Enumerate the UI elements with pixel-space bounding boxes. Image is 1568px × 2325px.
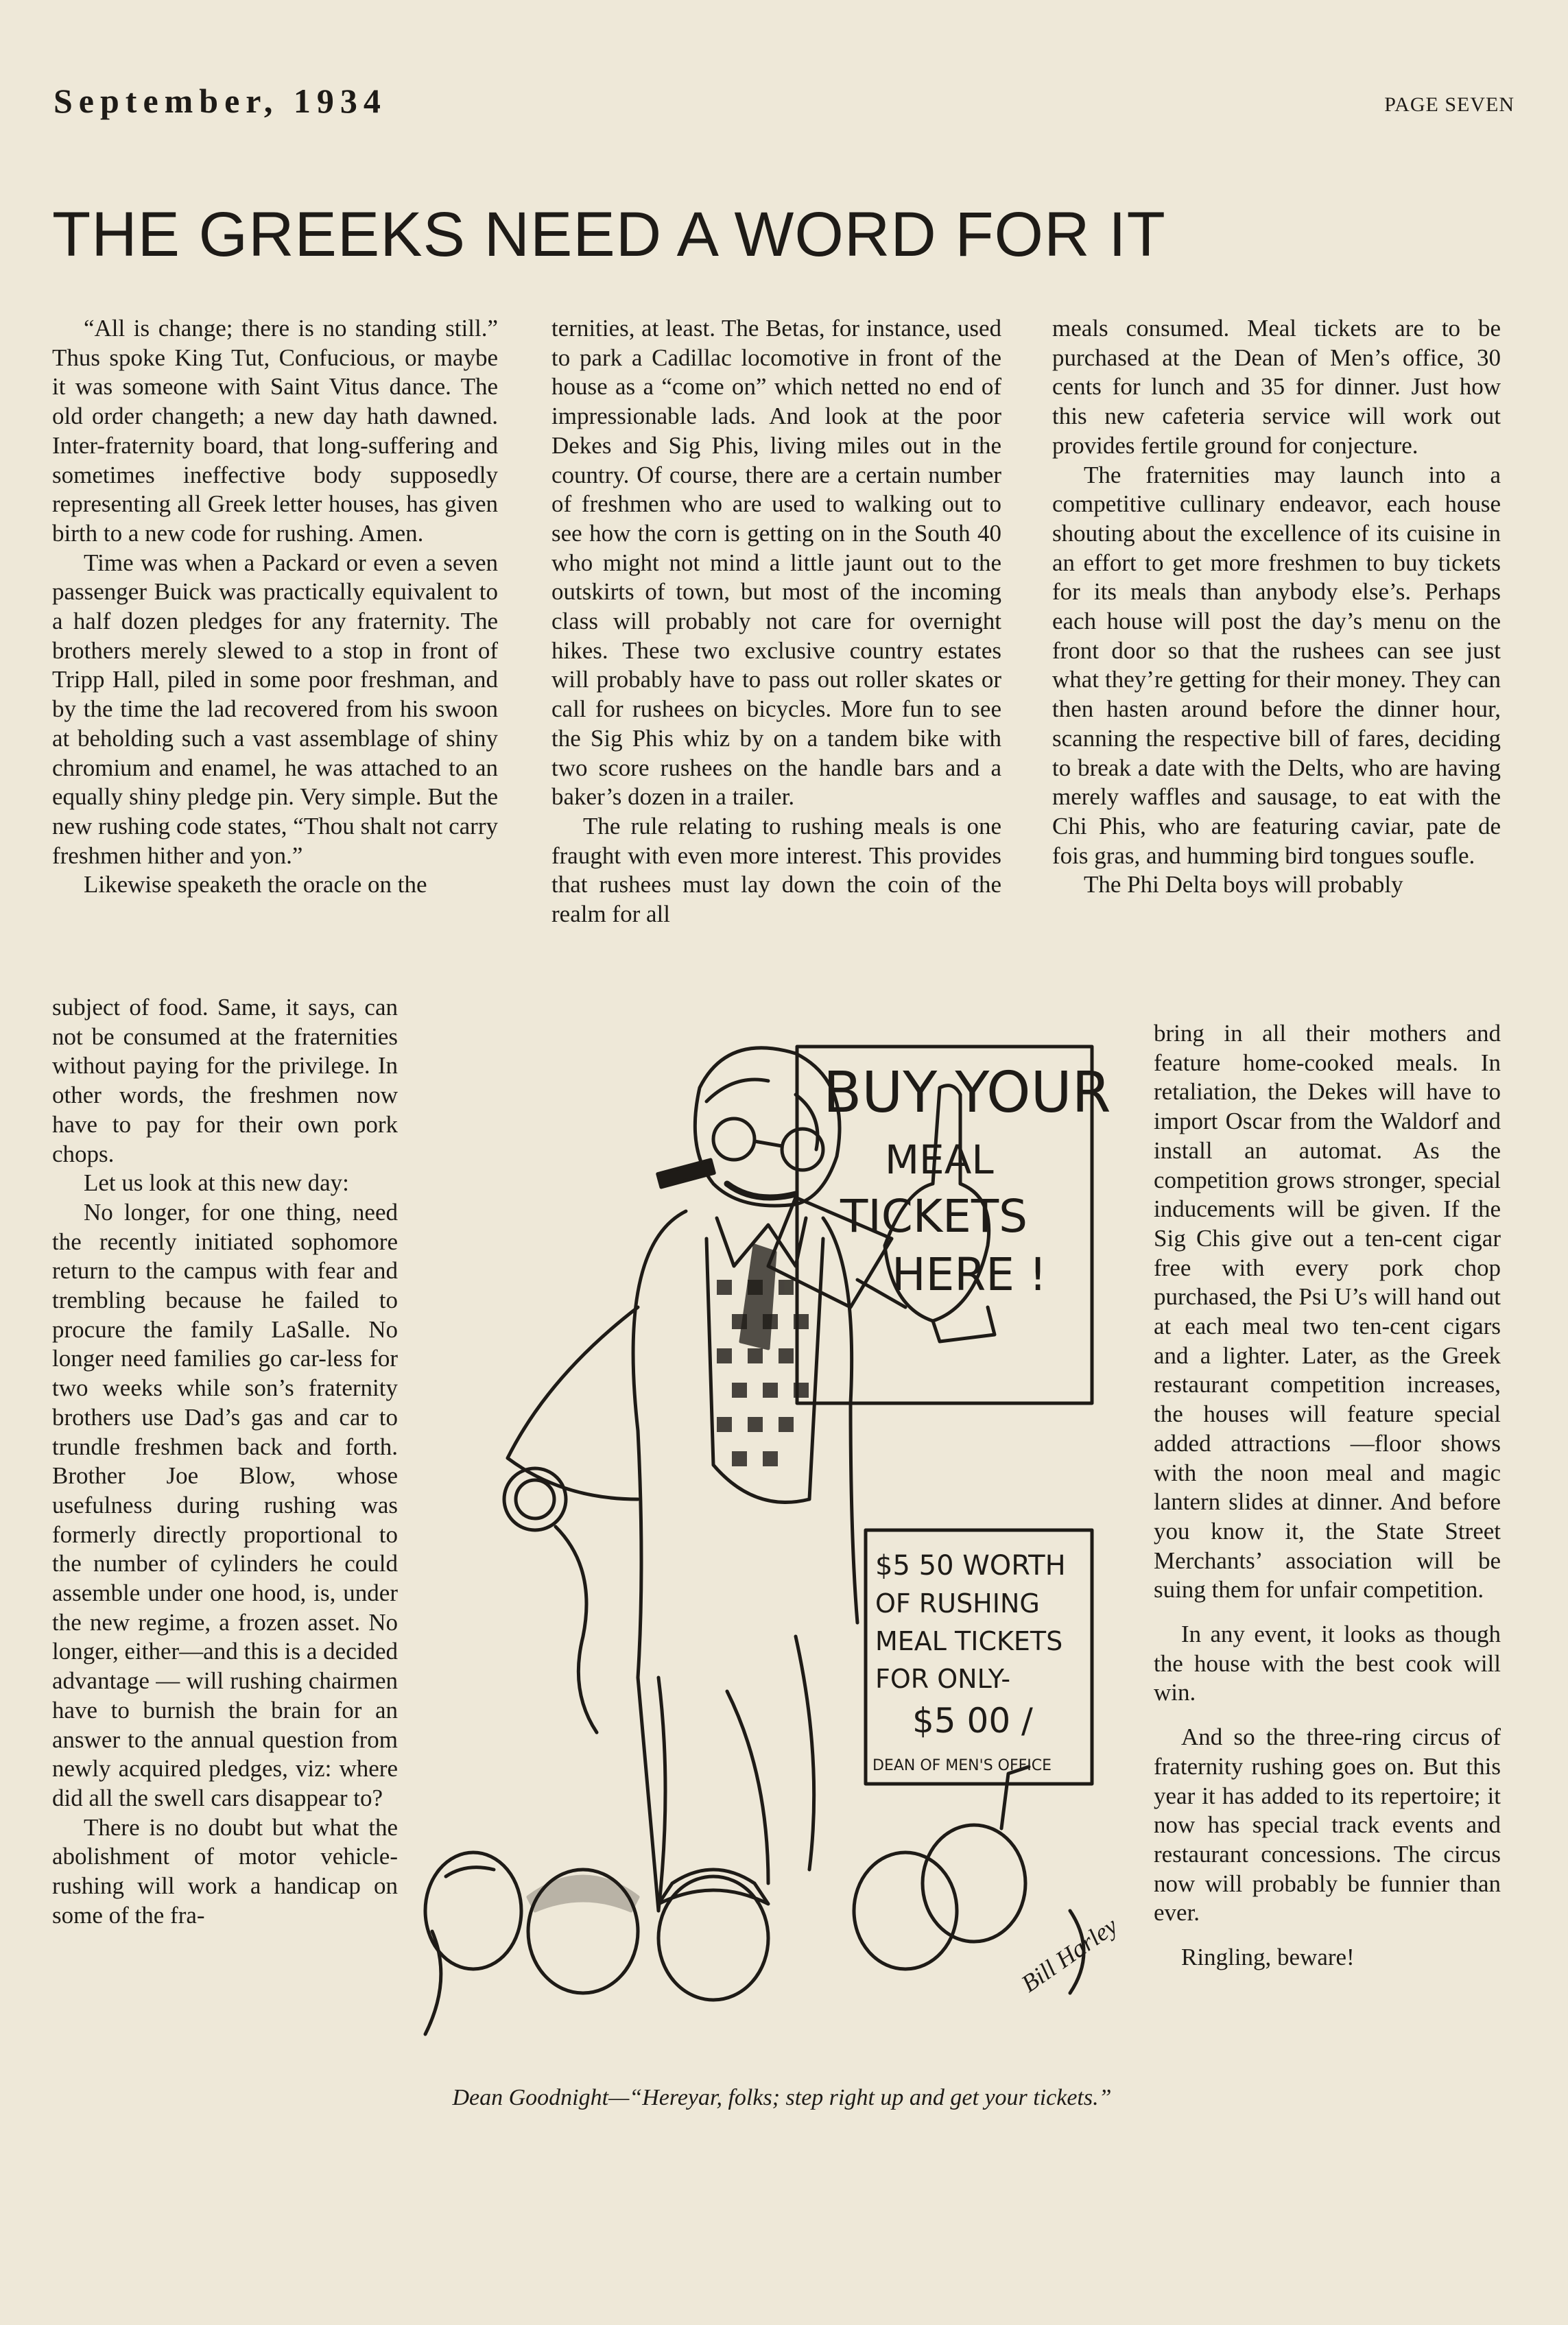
price-line: FOR ONLY- — [875, 1664, 1011, 1694]
paragraph: The fraternities may launch into a competitive cullinary endeavor, each house shouting about the excellence of its cuisine in an effort to get more freshmen to buy tickets for its meals than anybody else’s. Perhaps each house will post the day’s menu on the front door so that the rushees can see just what they’re getting for their money. They can then hasten around before the dinner hour, scanning the respective bill of fares, deciding to break a date with the Delts, who are having merely waffles and sausage, to eat with the Chi Phis, who are featuring caviar, pate de fois gras, and humming bird tongues soufle. — [1052, 461, 1501, 869]
price-line: $5 50 WORTH — [875, 1550, 1066, 1582]
price-line: DEAN OF MEN'S OFFICE — [872, 1757, 1052, 1774]
paragraph: Ringling, beware! — [1181, 1944, 1355, 1971]
column-1 — [52, 314, 498, 900]
paragraph: And so the three-ring circus of fraternity rushing goes on. But this year it has added to its repertoire; it now has special track events and restaurant concessions. The circus now will probably be funnier than ever. — [1154, 1724, 1501, 1927]
article-title: THE GREEKS NEED A WORD FOR IT — [52, 200, 1166, 270]
page-number: PAGE SEVEN — [1384, 93, 1514, 116]
price-line: $5 00 / — [912, 1701, 1033, 1741]
crowd — [425, 1767, 1084, 2034]
paragraph: Let us look at this new day: — [84, 1169, 349, 1197]
sign-line: HERE ! — [892, 1248, 1047, 1301]
cartoon-illustration — [412, 1019, 1152, 2062]
paragraph: No longer, for one thing, need the recently initiated sophomore return to the campus with fear and trembling because he failed to procure the family LaSalle. No longer need families go car-less for two weeks while son’s fraternity brothers use Dad’s gas and car to trundle freshmen back and forth. Brother Joe Blow, whose usefulness during rushing was formerly directly proportional to the number of cylinders he could assemble under one hood, is, under the new regime, a frozen asset. No longer, either—and this is a decided advantage — will rushing chairmen have to burnish the brain for an answer to the annual question from newly acquired pledges, viz: where did all the swell cars disappear to? — [52, 1198, 398, 1811]
paragraph: There is no doubt but what the abolishment of motor vehicle-rushing will work a handicap on some of the fra- — [52, 1813, 398, 1929]
artist-signature: Bill Harley — [1016, 1911, 1123, 1998]
sign-line: MEAL — [885, 1136, 994, 1183]
paragraph: subject of food. Same, it says, can not be consumed at the fraternities without paying for the privilege. In other words, the freshmen now have to pay for their own pork chops. — [52, 994, 398, 1167]
column-3 — [1052, 314, 1501, 900]
paragraph: ternities, at least. The Betas, for instance, used to park a Cadillac locomotive in front of the house as a “come on” which netted no end of impressionable lads. And look at the poor Dekes and Sig Phis, living miles out in the country. Of course, there are a certain number of freshmen who are used to walking out to see how the corn is getting on in the South 40 who might not mind a little jaunt out to the outskirts of town, but most of the incoming class will probably not care for overnight hikes. These two exclusive country estates will probably have to pass out roller skates or call for rushees on bicycles. More fun to see the Sig Phis whiz by on a tandem bike with two score rushees on the handle bars and a baker’s dozen in a trailer. — [551, 315, 1001, 811]
paragraph: Time was when a Packard or even a seven passenger Buick was practically equivalent to a half dozen pledges for any fraternity. The brothers merely slewed to a stop in front of Tripp Hall, piled in some poor freshman, and by the time the lad recovered from his swoon at beholding such a vast assemblage of shiny chromium and enamel, he was attached to an equally shiny pledge pin. Very simple. But the new rushing code states, “Thou shalt not carry freshmen hither and yon.” — [52, 549, 498, 869]
sign-line: BUY YOUR — [823, 1060, 1111, 1125]
price-line: MEAL TICKETS — [875, 1626, 1063, 1656]
column-3-narrow — [1154, 1019, 1501, 1972]
paragraph: “All is change; there is no standing still.” Thus spoke King Tut, Confucious, or maybe it was someone with Saint Vitus dance. The old order changeth; a new day hath dawned. Inter-fraternity board, that long-suffering and sometimes ineffective body supposedly representing all Greek letter houses, has given birth to a new code for rushing. Amen. — [52, 315, 498, 547]
paragraph: The rule relating to rushing meals is one fraught with even more interest. This provides that rushees must lay down the coin of the realm for all — [551, 812, 1001, 928]
price-line: OF RUSHING — [875, 1588, 1040, 1619]
column-2 — [551, 314, 1001, 929]
paragraph: bring in all their mothers and feature home-cooked meals. In retaliation, the Dekes will have to import Oscar from the Waldorf and install an automat. As the competition grows stronger, special inducements will be given. If the Sig Chis give out a ten-cent cigar free with every pork chop purchased, the Psi U’s will hand out at each meal two ten-cent cigars and a lighter. Later, as the Greek restaurant competition increases, the houses will feature special added attractions —floor shows with the noon meal and magic lantern slides at dinner. And before you know it, the State Street Merchants’ association will be suing them for unfair competition. — [1154, 1020, 1501, 1603]
paragraph: In any event, it looks as though the house with the best cook will win. — [1154, 1621, 1501, 1706]
issue-date: September, 1934 — [54, 82, 387, 120]
paragraph: Likewise speaketh the oracle on the — [84, 871, 427, 898]
sign-line: TICKETS — [840, 1190, 1028, 1243]
paragraph: The Phi Delta boys will probably — [1084, 871, 1403, 898]
cartoon-caption: Dean Goodnight—“Hereyar, folks; step right up and get your tickets.” — [452, 2085, 1112, 2110]
paragraph: meals consumed. Meal tickets are to be purchased at the Dean of Men’s office, 30 cents for lunch and 35 for dinner. Just how this new cafeteria service will work out provides fertile ground for conjecture. — [1052, 315, 1501, 459]
column-1-narrow — [52, 993, 398, 1931]
